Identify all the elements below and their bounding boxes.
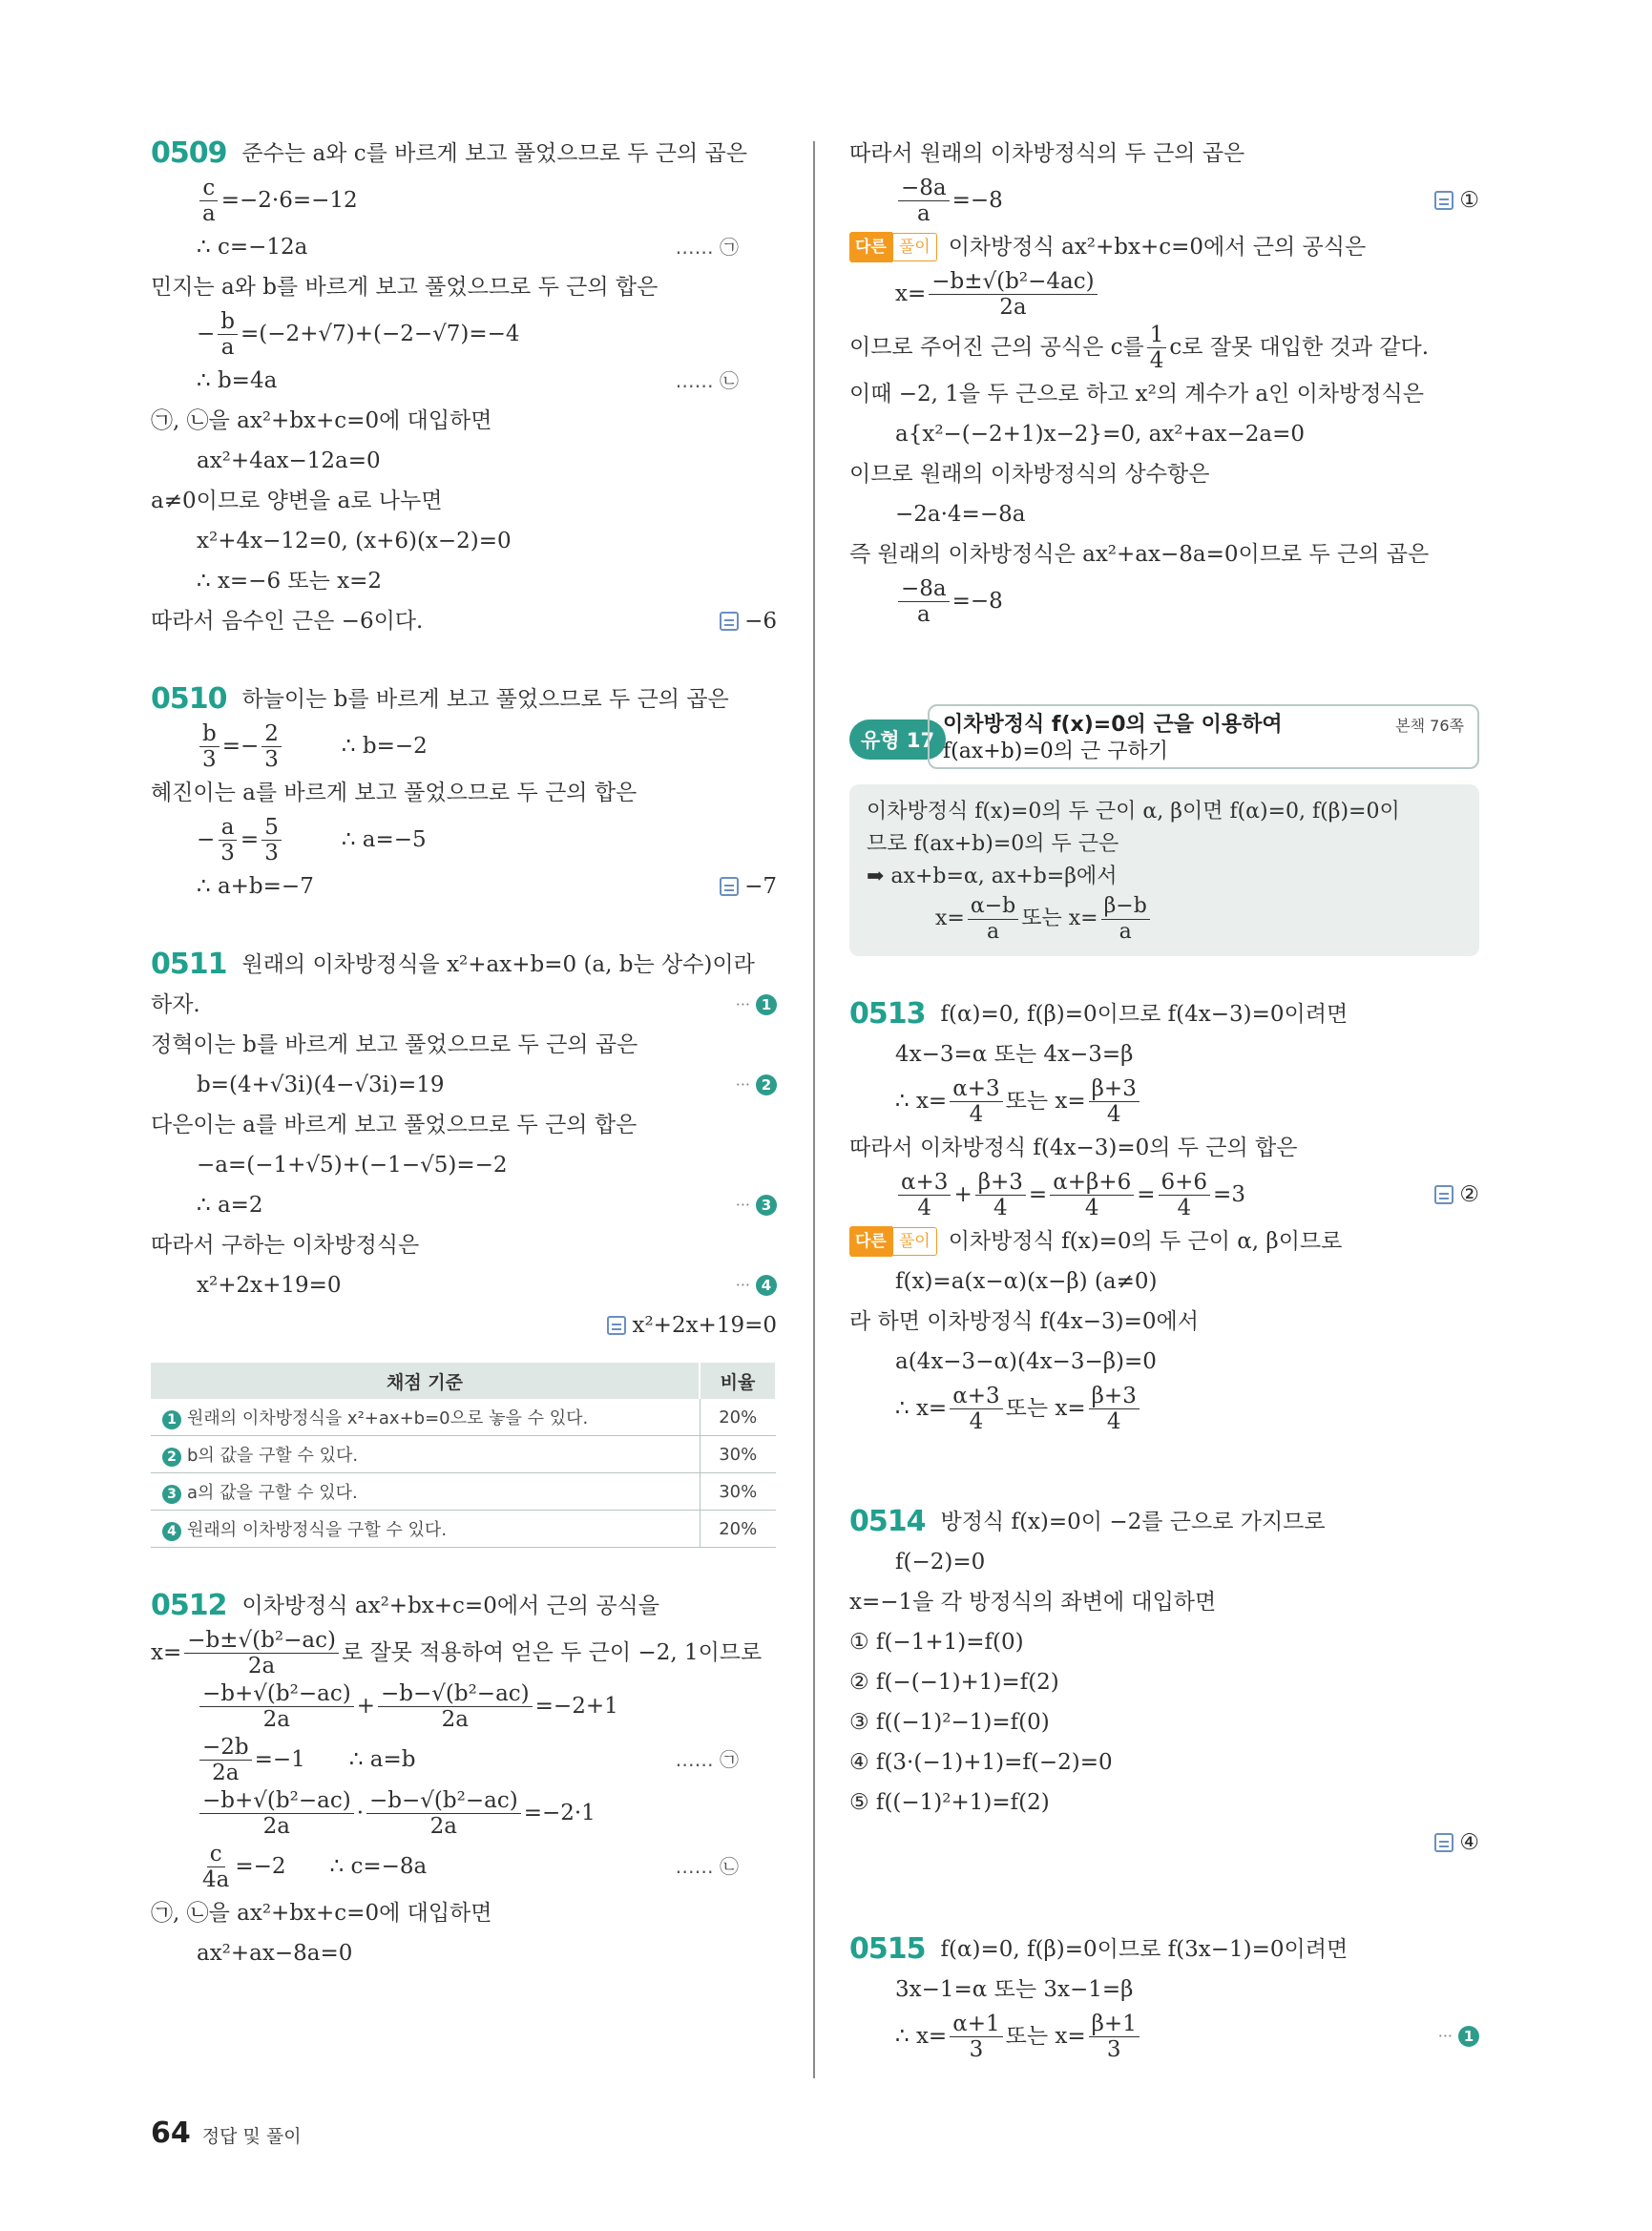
text-line: − [197, 827, 216, 852]
text-line: ∴ x=−6 또는 x=2 [197, 569, 383, 594]
text-line: ∴ a=b [348, 1747, 416, 1772]
option-line: ③ f((−1)²−1)=f(0) [849, 1710, 1050, 1735]
fraction: $\frac{-8a}{a}$ [898, 176, 950, 226]
fraction: $\frac{c}{4a}$ [202, 1841, 230, 1892]
text-line: ㉠, ㉡을 ax²+bx+c=0에 대입하면 [151, 1901, 492, 1926]
text-line: =− [221, 734, 260, 759]
answer-value: ④ [1459, 1830, 1479, 1855]
problem-0515 [849, 1929, 1479, 2063]
fraction: $\frac{\alpha-b}{a}$ [968, 894, 1018, 945]
table-row [151, 1399, 776, 1436]
problem-0513 [849, 994, 1479, 1435]
problem-number: 0514 [849, 1505, 926, 1538]
table-row [151, 1436, 776, 1473]
text-line: f(α)=0, f(β)=0이므로 f(4x−3)=0이려면 [940, 1002, 1349, 1027]
text-line: x²+2x+19=0 [197, 1273, 342, 1298]
criterion-ratio: 20% [700, 1511, 776, 1548]
alt-solution-badge: 다른 풀이 [849, 232, 937, 262]
fraction: $\frac{\text{−b±√(b²−ac)}}{2a}$ [184, 1628, 339, 1678]
text-line: x²+4x−12=0, (x+6)(x−2)=0 [197, 529, 512, 553]
answer-value: −7 [744, 874, 777, 899]
text-line: = [1028, 1182, 1048, 1207]
fraction: $\frac{6+6}{4}$ [1159, 1170, 1211, 1220]
problem-number: 0512 [151, 1589, 227, 1622]
text-line: 다은이는 a를 바르게 보고 풀었으므로 두 근의 합은 [151, 1113, 638, 1137]
text-line: ∴ a+b=−7 [197, 874, 314, 899]
answer-icon [720, 612, 739, 631]
problem-number: 0511 [151, 948, 227, 981]
alt-solution-badge: 다른 풀이 [849, 1226, 937, 1257]
text-line: 민지는 a와 b를 바르게 보고 풀었으므로 두 근의 합은 [151, 275, 659, 300]
fraction: $\frac{5}{3}$ [261, 815, 282, 865]
text-line: a≠0이므로 양변을 a로 나누면 [151, 489, 443, 513]
problem-0510 [151, 679, 777, 907]
fraction: $\frac{\alpha+3}{4}$ [950, 1076, 1002, 1127]
problem-number: 0515 [849, 1932, 926, 1966]
text-line: 이차방정식 ax²+bx+c=0에서 근의 공식은 [948, 235, 1367, 260]
problem-0512-continued [849, 134, 1479, 628]
step-marker: ··· 4 [736, 1272, 777, 1299]
text-line: 원래의 이차방정식을 x²+ax+b=0 (a, b는 상수)이라 [241, 952, 755, 977]
marker-label: …… ㉡ [675, 369, 739, 392]
option-line: ② f(−(−1)+1)=f(2) [849, 1670, 1059, 1695]
text-line: 따라서 이차방정식 f(4x−3)=0의 두 근의 합은 [849, 1136, 1298, 1160]
text-line: f(−2)=0 [895, 1550, 986, 1574]
text-line: f(x)=a(x−α)(x−β) (a≠0) [895, 1269, 1158, 1294]
problem-0512 [151, 1586, 777, 1973]
criterion-text: 원래의 이차방정식을 구할 수 있다. [187, 1520, 448, 1540]
step-marker: ··· 1 [1438, 2023, 1479, 2050]
answer-icon [1434, 1833, 1453, 1852]
answer-tag [1434, 1181, 1479, 1208]
problem-0514 [849, 1502, 1479, 1863]
text-line: 이차방정식 f(x)=0의 두 근이 α, β이므로 [948, 1229, 1343, 1254]
table-row [151, 1473, 776, 1511]
text-line: 따라서 구하는 이차방정식은 [151, 1233, 420, 1258]
text-line: ∴ c=−12a [197, 235, 308, 260]
criterion-ratio: 30% [700, 1473, 776, 1511]
step-marker: ··· 1 [736, 991, 777, 1018]
problem-0511 [151, 945, 777, 1548]
text-line: 4x−3=α 또는 4x−3=β [895, 1042, 1134, 1067]
text-line: 이므로 주어진 근의 공식은 c를 [849, 335, 1144, 360]
answer-icon [607, 1316, 626, 1335]
text-line: 이므로 원래의 이차방정식의 상수항은 [849, 462, 1210, 487]
text-line: 3x−1=α 또는 3x−1=β [895, 1977, 1134, 2002]
text-line: =−2 [235, 1854, 286, 1879]
answer-tag [1434, 187, 1479, 214]
fraction: $\frac{\text{−b±√(b²−4ac)}}{2a}$ [929, 269, 1097, 320]
type-title: 이차방정식 f(x)=0의 근을 이용하여 [943, 713, 1283, 737]
text-line: 즉 원래의 이차방정식은 ax²+ax−8a=0이므로 두 근의 곱은 [849, 542, 1430, 567]
text-line: =−2·1 [523, 1801, 596, 1825]
text-line: ∴ b=−2 [341, 734, 428, 759]
text-line: a(4x−3−α)(4x−3−β)=0 [895, 1349, 1157, 1374]
text-line: a{x²−(−2+1)x−2}=0, ax²+ax−2a=0 [895, 422, 1305, 447]
text-line: =3 [1213, 1182, 1245, 1207]
text-line: = [1137, 1182, 1156, 1207]
fraction: $\frac{1}{4}$ [1147, 323, 1167, 373]
text-line: − [197, 322, 216, 346]
fraction: $\frac{\beta+3}{4}$ [975, 1170, 1026, 1220]
fraction: $\frac{\beta+3}{4}$ [1089, 1076, 1140, 1127]
text-line: x= [895, 281, 927, 306]
text-line: 이차방정식 ax²+bx+c=0에서 근의 공식을 [241, 1594, 659, 1618]
fraction: $\frac{2}{3}$ [261, 721, 282, 772]
answer-icon [1434, 1185, 1453, 1204]
option-line: ④ f(3·(−1)+1)=f(−2)=0 [849, 1750, 1113, 1775]
answer-value: ① [1459, 188, 1479, 213]
criterion-ratio: 30% [700, 1436, 776, 1473]
text-line: x= [151, 1640, 182, 1665]
text-line: c로 잘못 대입한 것과 같다. [1169, 335, 1430, 360]
text-line: 또는 x= [1005, 2024, 1086, 2049]
option-line: ⑤ f((−1)²+1)=f(2) [849, 1790, 1050, 1815]
problem-number: 0509 [151, 136, 227, 170]
table-header: 비율 [700, 1363, 776, 1399]
text-line: ax²+4ax−12a=0 [197, 448, 381, 473]
fraction: $\frac{-8a}{a}$ [898, 576, 950, 627]
fraction: $\frac{\text{−b−√(b²−ac)}}{2a}$ [378, 1681, 533, 1732]
answer-icon [1434, 191, 1453, 210]
fraction: $\frac{\beta+1}{3}$ [1089, 2012, 1140, 2062]
text-line: 또는 x= [1005, 1089, 1086, 1114]
fraction: $\frac{\alpha+1}{3}$ [950, 2012, 1002, 2062]
answer-value: ② [1459, 1182, 1479, 1207]
option-line: ① f(−1+1)=f(0) [849, 1630, 1024, 1655]
marker-label: …… ㉠ [675, 236, 739, 259]
text-line: 이때 −2, 1을 두 근으로 하고 x²의 계수가 a인 이차방정식은 [849, 382, 1424, 407]
criterion-text: b의 값을 구할 수 있다. [187, 1446, 359, 1466]
step-marker: ··· 3 [736, 1192, 777, 1219]
fraction: $\frac{a}{3}$ [218, 815, 238, 865]
text-line: ax²+ax−8a=0 [197, 1941, 353, 1966]
footer-text: 정답 및 풀이 [201, 2126, 302, 2147]
text-line: 라 하면 이차방정식 f(4x−3)=0에서 [849, 1309, 1199, 1334]
answer-tag [1434, 1829, 1479, 1856]
text-line: ➡ ax+b=α, ax+b=β에서 [867, 865, 1118, 888]
text-line: =−8 [951, 589, 1003, 614]
text-line: 준수는 a와 c를 바르게 보고 풀었으므로 두 근의 곱은 [241, 141, 747, 166]
table-header: 채점 기준 [151, 1363, 700, 1399]
left-column [151, 134, 777, 1973]
text-line: 따라서 음수인 근은 −6이다. [151, 609, 424, 634]
criterion-number: 1 [162, 1410, 181, 1429]
text-line: −2a·4=−8a [895, 502, 1026, 527]
fraction: $\frac{\text{−b−√(b²−ac)}}{2a}$ [366, 1788, 521, 1839]
fraction: $\frac{\beta+3}{4}$ [1089, 1384, 1140, 1434]
text-line: ∴ c=−8a [329, 1854, 428, 1879]
text-line: ∴ a=2 [197, 1193, 263, 1218]
text-line: 따라서 원래의 이차방정식의 두 근의 곱은 [849, 141, 1245, 166]
answer-tag [720, 608, 777, 635]
text-line: 로 잘못 적용하여 얻은 두 근이 −2, 1이므로 [341, 1640, 763, 1665]
text-line: = [240, 827, 260, 852]
type-title-box [928, 704, 1479, 769]
text-line: + [953, 1182, 972, 1207]
criterion-number: 3 [162, 1485, 181, 1504]
text-line: 또는 x= [1021, 907, 1098, 930]
fraction: $\frac{b}{3}$ [199, 721, 220, 772]
text-line: =−1 [254, 1747, 305, 1772]
criterion-number: 4 [162, 1522, 181, 1541]
criterion-ratio: 20% [700, 1399, 776, 1436]
marker-label: …… ㉡ [675, 1855, 739, 1878]
fraction: $\frac{\beta-b}{a}$ [1101, 894, 1150, 945]
fraction: $\frac{\alpha+\beta+6}{4}$ [1050, 1170, 1134, 1220]
marker-label: …… ㉠ [675, 1748, 739, 1771]
problem-0509 [151, 134, 777, 641]
step-marker: ··· 2 [736, 1072, 777, 1098]
answer-tag [607, 1312, 777, 1339]
fraction: $\frac{b}{a}$ [218, 309, 238, 360]
text-line: ㉠, ㉡을 ax²+bx+c=0에 대입하면 [151, 408, 492, 433]
text-line: 하자. [151, 992, 200, 1017]
text-line: 므로 f(ax+b)=0의 두 근은 [867, 832, 1119, 856]
text-line: =(−2+√7)+(−2−√7)=−4 [240, 322, 520, 346]
text-line: ∴ a=−5 [341, 827, 427, 852]
column-divider [813, 141, 815, 2078]
answer-tag [720, 873, 777, 900]
fraction: $\frac{c}{a}$ [199, 176, 219, 226]
fraction: $\frac{-2b}{2a}$ [199, 1735, 252, 1785]
text-line: ∴ x= [895, 2024, 948, 2049]
text-line: f(α)=0, f(β)=0이므로 f(3x−1)=0이려면 [940, 1937, 1349, 1962]
text-line: 하늘이는 b를 바르게 보고 풀었으므로 두 근의 곱은 [241, 687, 729, 712]
type-subtitle: f(ax+b)=0의 근 구하기 [943, 740, 1169, 763]
text-line: 방정식 f(x)=0이 −2를 근으로 가지므로 [940, 1510, 1326, 1534]
type-pill: 유형 17 [849, 719, 946, 760]
text-line: · [356, 1801, 364, 1825]
text-line: 혜진이는 a를 바르게 보고 풀었으므로 두 근의 합은 [151, 781, 638, 805]
text-line: =−2+1 [534, 1694, 618, 1719]
fraction: $\frac{\text{−b+√(b²−ac)}}{2a}$ [199, 1788, 354, 1839]
problem-number: 0510 [151, 682, 227, 716]
text-line: ∴ b=4a [197, 368, 278, 393]
fraction: $\frac{\text{−b+√(b²−ac)}}{2a}$ [199, 1681, 354, 1732]
right-column [849, 134, 1479, 2063]
text-line: 이차방정식 f(x)=0의 두 근이 α, β이면 f(α)=0, f(β)=0이 [867, 800, 1400, 824]
text-line: 정혁이는 b를 바르게 보고 풀었으므로 두 근의 곱은 [151, 1032, 638, 1057]
answer-value: x²+2x+19=0 [632, 1313, 777, 1338]
concept-box [849, 784, 1479, 956]
text-line: =−2·6=−12 [220, 188, 358, 213]
text-line: + [356, 1694, 375, 1719]
criterion-text: a의 값을 구할 수 있다. [187, 1483, 358, 1503]
problem-number: 0513 [849, 997, 926, 1031]
fraction: $\frac{\alpha+3}{4}$ [950, 1384, 1002, 1434]
criterion-text: 원래의 이차방정식을 x²+ax+b=0으로 놓을 수 있다. [187, 1408, 589, 1428]
answer-value: −6 [744, 609, 777, 634]
text-line: −a=(−1+√5)+(−1−√5)=−2 [197, 1153, 508, 1178]
page-number: 64 [151, 2116, 191, 2150]
text-line: b=(4+√3i)(4−√3i)=19 [197, 1073, 445, 1097]
text-line: x=−1을 각 방정식의 좌변에 대입하면 [849, 1590, 1217, 1615]
criterion-number: 2 [162, 1448, 181, 1467]
type-header [849, 704, 1479, 777]
fraction: $\frac{\alpha+3}{4}$ [898, 1170, 951, 1220]
table-row [151, 1511, 776, 1548]
scoring-table [151, 1363, 777, 1548]
text-line: =−8 [951, 188, 1003, 213]
text-line: ∴ x= [895, 1396, 948, 1421]
answer-icon [720, 877, 739, 896]
text-line: 또는 x= [1005, 1396, 1086, 1421]
textbook-reference: 본책 76쪽 [1395, 717, 1464, 735]
text-line: x= [935, 907, 965, 930]
page-footer [151, 2116, 302, 2150]
text-line: ∴ x= [895, 1089, 948, 1114]
